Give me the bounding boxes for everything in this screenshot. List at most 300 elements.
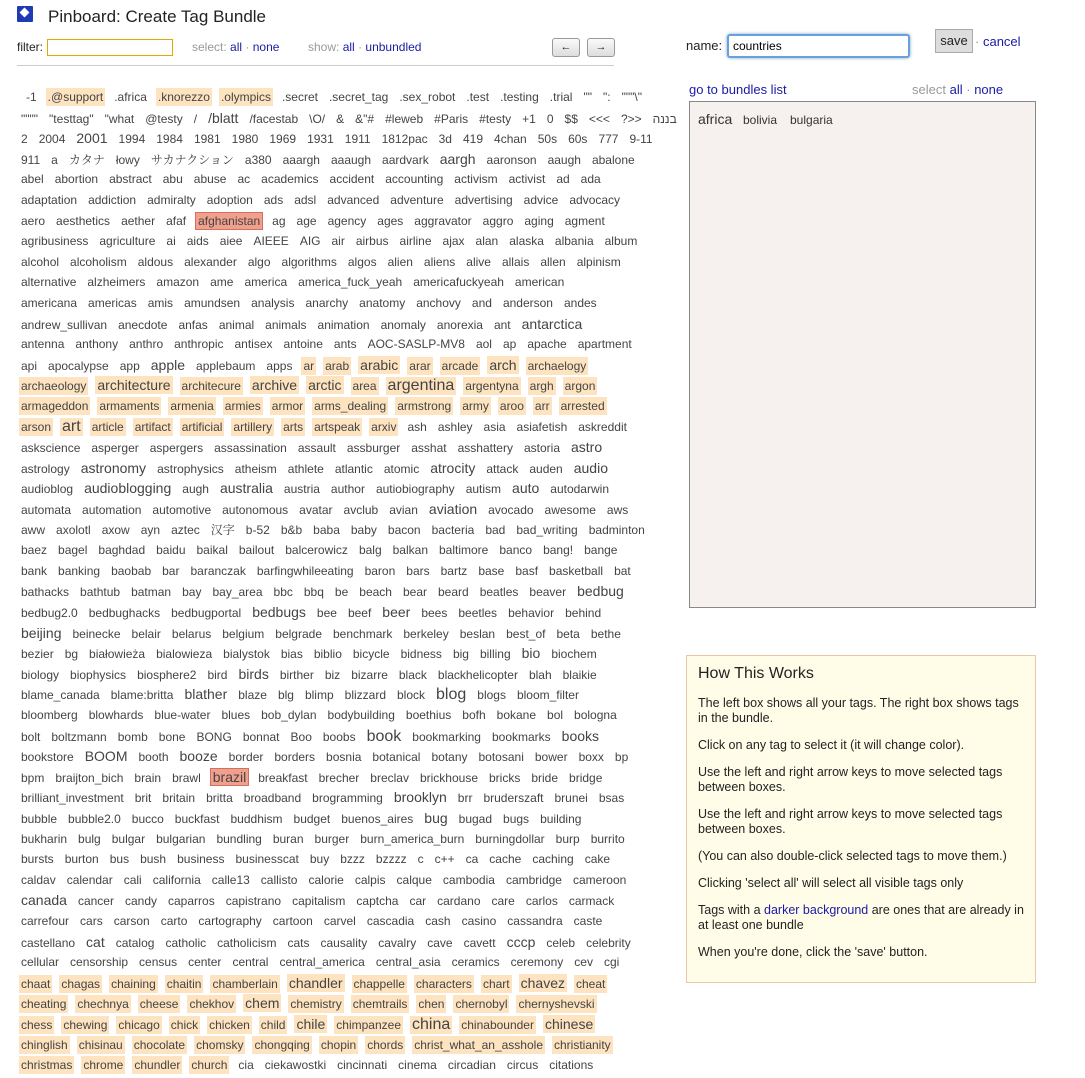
tag-item[interactable]: ame [210,275,234,290]
tag-item[interactable]: bower [534,750,568,765]
tag-item[interactable]: bucco [131,812,164,826]
tag-item[interactable]: bubble2.0 [68,812,121,826]
tag-item[interactable]: circadian [447,1058,496,1073]
tag-item[interactable]: cheese [139,997,179,1012]
tag-item[interactable]: algos [347,254,377,269]
tag-item[interactable]: bricks [489,770,521,785]
tag-item[interactable]: apps [266,358,293,373]
tag-item[interactable]: a [51,152,58,167]
tag-item[interactable]: 50s [537,132,558,147]
tag-item[interactable]: characters [415,976,472,991]
tag-item[interactable]: aardvark [382,152,429,167]
tag-item[interactable]: bedbugportal [171,606,242,620]
tag-item[interactable]: chisinau [78,1037,123,1052]
tag-item[interactable]: ac [237,172,251,187]
tag-item[interactable]: +1 [522,111,536,126]
tag-item[interactable]: britain [162,791,196,806]
tag-item[interactable]: baranczak [190,563,246,578]
tag-item[interactable]: .@support [47,90,104,104]
tag-item[interactable]: bus [109,852,130,867]
tag-item[interactable]: citations [549,1058,594,1073]
tag-item[interactable]: beard [438,585,469,600]
tag-item[interactable]: apple [150,356,186,373]
tag-item[interactable]: c [417,852,424,867]
tag-item[interactable]: california [152,872,201,887]
tag-item[interactable]: breclav [370,770,409,785]
tag-item[interactable]: billing [479,647,511,662]
tag-item[interactable]: antenna [21,337,65,352]
tag-item[interactable]: baltimore [439,543,489,558]
tag-item[interactable]: astro [571,439,603,456]
tag-item[interactable]: cccp [506,933,536,950]
tag-item[interactable]: aaaugh [330,152,372,167]
tag-item[interactable]: cartoon [272,914,313,928]
tag-item[interactable]: Boo [290,729,312,744]
tag-item[interactable]: central_america [279,955,365,970]
tag-item[interactable]: alive [466,254,491,269]
tag-item[interactable]: arr [534,399,550,413]
tag-item[interactable]: """\" [621,90,642,104]
tag-item[interactable]: audioblog [21,482,74,497]
tag-item[interactable]: aggravator [414,213,472,228]
tag-item[interactable]: audio [573,459,608,476]
tag-item[interactable]: animal [218,317,255,332]
tag-item[interactable]: chaining [111,976,156,991]
tag-item[interactable]: aldous [137,254,174,269]
tag-item[interactable]: augh [182,482,209,497]
tag-item[interactable]: 2 [21,132,28,147]
tag-item[interactable]: bad [485,522,506,537]
tag-item[interactable]: armies [224,399,261,413]
tag-item[interactable]: bulgar [111,831,146,846]
show-all-link[interactable]: all [342,40,355,54]
tag-item[interactable]: andes [563,296,597,310]
tag-item[interactable]: agency [327,213,367,228]
tag-item[interactable]: / [193,111,198,126]
tag-item[interactable]: army [462,399,489,413]
tag-item[interactable]: bzzzz [375,852,407,867]
tag-item[interactable]: anthony [75,337,119,352]
tag-item[interactable]: blah [528,667,552,682]
tag-item[interactable]: boobs [322,729,356,744]
tag-item[interactable]: banking [58,563,101,578]
tag-item[interactable]: bacteria [431,522,475,537]
tag-item[interactable]: alaska [509,234,544,249]
tag-item[interactable]: caparros [168,894,215,909]
tag-item[interactable]: blues [221,708,251,722]
move-left-button[interactable]: ← [552,38,580,57]
tag-item[interactable]: bsas [598,791,625,806]
tag-item[interactable]: chavez [520,974,565,991]
tag-item[interactable]: alcoholism [70,254,127,269]
tag-item[interactable]: avocado [488,503,534,517]
tag-item[interactable]: bathtub [80,585,121,600]
tag-item[interactable]: calle13 [211,872,250,887]
tag-item[interactable]: biosphere2 [137,667,197,682]
tag-item[interactable]: area [352,379,377,394]
cancel-link[interactable]: cancel [982,34,1021,49]
tag-item[interactable]: brit [134,791,152,806]
tag-item[interactable]: burningdollar [475,831,545,846]
tag-item[interactable]: anomaly [380,317,426,332]
tag-item[interactable]: bio [521,645,541,662]
tag-item[interactable]: bathacks [21,585,70,600]
tag-item[interactable]: askreddit [578,419,627,434]
tag-item[interactable]: apache [527,337,567,352]
tag-item[interactable]: big [452,647,469,662]
tag-item[interactable]: carmack [568,894,615,909]
tag-item[interactable]: britta [206,791,233,806]
tag-item[interactable]: beef [347,606,372,620]
tag-item[interactable]: artificial [181,419,223,434]
tag-item[interactable]: .testing [500,90,539,104]
tag-item[interactable]: biophysics [70,667,127,682]
tag-item[interactable]: avian [389,503,418,517]
tag-item[interactable]: air [331,234,345,249]
tag-item[interactable]: awesome [544,503,596,517]
tag-item[interactable]: 1969 [269,132,297,147]
tag-item[interactable]: boltzmann [51,729,107,744]
tag-item[interactable]: ceremony [510,955,564,970]
tag-item[interactable]: circus [506,1058,539,1073]
tag-item[interactable]: beetles [458,606,498,620]
tag-item[interactable]: admiralty [147,193,196,207]
tag-item[interactable]: autism [465,482,502,497]
tag-item[interactable]: booth [138,750,169,765]
tag-item[interactable]: ag [272,213,286,228]
tag-item[interactable]: /facestab [249,111,299,126]
tag-item[interactable]: "what [104,111,135,126]
tag-item[interactable]: ads [263,193,284,207]
tag-item[interactable]: auden [529,461,563,476]
tag-item[interactable]: artspeak [314,419,361,434]
tag-item[interactable]: author [330,482,365,497]
tag-item[interactable]: cars [80,914,103,928]
tag-item[interactable]: chemistry [290,997,342,1012]
tag-item[interactable]: arctic [308,377,342,394]
tag-item[interactable]: arcade [441,358,479,373]
tag-item[interactable]: bias [280,647,303,662]
tag-item[interactable]: chappelle [353,976,405,991]
tag-item[interactable]: beinecke [72,626,121,641]
tag-item[interactable]: amis [147,296,174,310]
tag-item[interactable]: armaments [99,399,160,413]
tag-item[interactable]: chaitin [166,976,202,991]
tag-item[interactable]: autonomous [222,503,289,517]
tag-item[interactable]: basf [515,563,539,578]
tag-item[interactable]: ai [166,234,176,249]
tag-item[interactable]: agriculture [99,234,156,249]
tag-item[interactable]: 2004 [38,132,66,147]
tag-item[interactable]: boxx [578,750,604,765]
show-unbundled-link[interactable]: unbundled [365,40,422,54]
select-all-link[interactable]: all [230,40,243,54]
tag-item[interactable]: america_fuck_yeah [298,275,403,290]
tag-item[interactable]: &"# [355,111,375,126]
tag-item[interactable]: bicycle [352,647,390,662]
tag-item[interactable]: b-52 [245,522,270,537]
tag-item[interactable]: avatar [299,503,333,517]
tag-item[interactable]: airbus [355,234,389,249]
tag-item[interactable]: aaugh [547,152,581,167]
tag-item[interactable]: armstrong [397,399,452,413]
tag-item[interactable]: brazil [210,768,249,786]
tag-item[interactable]: aliens [423,254,456,269]
tag-item[interactable]: beatles [479,585,519,600]
tag-item[interactable]: antoine [283,337,323,352]
tag-item[interactable]: algo [247,254,271,269]
tag-item[interactable]: anfas [178,317,208,332]
tag-item[interactable]: banco [499,543,533,558]
tag-item[interactable]: cavett [463,935,496,950]
tag-item[interactable]: aargh [439,150,476,167]
tag-item[interactable]: art [62,417,81,435]
tag-item[interactable]: #Paris [434,111,469,126]
tag-item[interactable]: ceramics [451,955,500,970]
tag-item[interactable]: ant [493,317,511,332]
tag-item[interactable]: bat [614,563,631,578]
tag-item[interactable]: baez [21,543,48,558]
tag-item[interactable]: barfingwhileeating [256,563,354,578]
tag-item[interactable]: cambridge [505,872,562,887]
tag-item[interactable]: block [397,688,426,703]
tag-item[interactable]: calorie [308,872,344,887]
tag-item[interactable]: automata [21,503,72,517]
tag-item[interactable]: blogs [477,688,506,703]
tag-item[interactable]: blackhelicopter [437,667,518,682]
tag-item[interactable]: app [119,358,140,373]
tag-item[interactable]: aero [21,213,46,228]
tag-item[interactable]: arabic [360,356,399,373]
tag-item[interactable]: baba [313,522,340,537]
tag-item[interactable]: astoria [523,441,560,456]
tag-item[interactable]: bailout [238,543,275,558]
tag-item[interactable]: biblio [313,647,342,662]
tag-item[interactable]: beach [359,585,392,600]
tag-item[interactable]: ar [303,358,315,373]
tag-item[interactable]: サカナクション [150,152,234,167]
tag-item[interactable]: baobab [111,563,152,578]
tag-item[interactable]: bulgarian [156,831,206,846]
tag-item[interactable]: baikal [196,543,228,558]
tag-item[interactable]: atheism [234,461,277,476]
tag-item[interactable]: bride [531,770,559,785]
tag-item[interactable]: axow [101,522,130,537]
tag-item[interactable]: ?>> [620,111,642,126]
tag-item[interactable]: chords [367,1037,404,1052]
tag-item[interactable]: apocalypse [48,358,109,373]
save-button[interactable]: save [935,29,973,53]
tag-item[interactable]: adventure [390,193,444,207]
tag-item[interactable]: academics [261,172,319,187]
tag-item[interactable]: beaver [529,585,567,600]
tag-item[interactable]: advice [523,193,559,207]
tag-item[interactable]: 2001 [76,130,108,147]
tag-item[interactable]: basketball [549,563,604,578]
tag-item[interactable]: chem [245,995,280,1012]
tag-item[interactable]: belair [131,626,161,641]
tag-item[interactable]: chemtrails [352,997,408,1012]
tag-item[interactable]: chundler [134,1058,181,1073]
tag-item[interactable]: brilliant_investment [21,791,124,806]
tag-item[interactable]: abortion [54,172,99,187]
tag-item[interactable]: ashley [437,419,473,434]
tag-item[interactable]: afghanistan [195,212,263,230]
tag-item[interactable]: blizzard [344,688,386,703]
tag-item[interactable]: bursts [21,852,54,867]
tag-item[interactable]: benchmark [333,626,393,641]
tag-item[interactable]: carrefour [21,914,70,928]
tag-item[interactable]: accounting [385,172,444,187]
tag-item[interactable]: budget [293,812,331,826]
tag-item[interactable]: bruderszaft [483,791,544,806]
tag-item[interactable]: allen [540,254,566,269]
tag-item[interactable]: armenia [170,399,214,413]
tag-item[interactable]: bizarre [351,667,388,682]
tag-item[interactable]: canada [21,892,67,909]
tag-item[interactable]: americas [88,296,137,310]
move-right-button[interactable]: → [587,38,615,57]
tag-item[interactable]: chekhov [189,997,235,1012]
tag-item[interactable]: catholic [165,935,207,950]
tag-item[interactable]: alternative [21,275,77,290]
tag-item[interactable]: chernobyl [455,997,508,1012]
tag-item[interactable]: activist [508,172,546,187]
tag-item[interactable]: bird [207,667,228,682]
tag-item[interactable]: anarchy [305,296,349,310]
tag-item[interactable]: chaat [21,976,51,991]
tag-item[interactable]: breakfast [258,770,308,785]
tag-item[interactable]: bookstore [21,750,74,765]
tag-item[interactable]: .olympics [220,90,271,104]
tag-item[interactable]: anatomy [359,296,406,310]
tag-item[interactable]: .test [466,90,490,104]
tag-item[interactable]: bug [424,810,448,826]
tag-item[interactable]: anthropic [174,337,224,352]
tag-item[interactable]: 汉字 [210,522,235,537]
tag-item[interactable]: chandler [288,974,343,991]
tag-item[interactable]: chernyshevski [518,997,595,1012]
tag-item[interactable]: booze [179,748,218,765]
tag-item[interactable]: ants [333,337,357,352]
tag-item[interactable]: #leweb [385,111,424,126]
tag-item[interactable]: bookmarking [412,729,481,744]
tag-item[interactable]: bob_dylan [261,708,317,722]
tag-item[interactable]: book [366,727,402,745]
tag-item[interactable]: blowhards [88,708,144,722]
bundle-tag-africa[interactable]: africa [698,111,733,127]
tag-item[interactable]: bars [406,563,430,578]
tag-item[interactable]: bodybuilding [327,708,395,722]
tag-item[interactable]: chinese [544,1016,594,1032]
tag-item[interactable]: <<< [588,111,610,126]
tag-item[interactable]: catholicism [217,935,277,950]
tag-item[interactable]: archaeology [21,379,87,394]
tag-item[interactable]: chamberlain [212,976,278,991]
tag-item[interactable]: cardano [437,894,481,909]
tag-item[interactable]: calendar [66,872,113,887]
tag-item[interactable]: calque [396,872,432,887]
tag-item[interactable]: article [91,419,124,434]
tag-item[interactable]: architecture [97,377,171,394]
tag-item[interactable]: books [561,727,600,744]
tag-item[interactable]: arxiv [371,419,397,434]
tag-item[interactable]: $$ [564,111,578,126]
tag-item[interactable]: bang! [543,543,574,558]
tag-item[interactable]: 0 [546,111,554,126]
tag-item[interactable]: ad [556,172,570,187]
tag-item[interactable]: arrested [560,399,605,413]
tag-item[interactable]: alexander [184,254,237,269]
tag-item[interactable]: blog [436,686,467,704]
tag-item[interactable]: cellular [21,955,60,970]
tag-item[interactable]: balcerowicz [285,543,348,558]
tag-item[interactable]: asshat [411,441,447,456]
tag-item[interactable]: bokane [496,708,537,722]
tag-item[interactable]: austria [283,482,320,497]
tag-item[interactable]: caste [573,914,603,928]
tag-item[interactable]: aaronson [486,152,537,167]
tag-item[interactable]: cave [427,935,453,950]
tag-item[interactable]: ayn [140,522,161,537]
tag-item[interactable]: c++ [434,852,455,867]
tag-item[interactable]: amazon [156,275,200,290]
tag-item[interactable]: aging [524,213,554,228]
tag-item[interactable]: buenos_aires [341,812,414,826]
tag-item[interactable]: artifact [134,419,171,434]
tag-item[interactable]: belarus [171,626,212,641]
tag-item[interactable]: chewing [63,1018,108,1032]
tag-item[interactable]: chick [170,1018,199,1032]
tag-item[interactable]: celebrity [586,935,631,950]
tag-item[interactable]: abalone [591,152,635,167]
tag-item[interactable]: advocacy [569,193,621,207]
tag-item[interactable]: avclub [343,503,379,517]
tag-item[interactable]: bol [547,708,564,722]
tag-item[interactable]: atomic [383,461,420,476]
tag-item[interactable]: 3d [438,132,452,147]
tag-item[interactable]: bar [162,563,180,578]
tag-item[interactable]: burn_america_burn [360,831,465,846]
tag-item[interactable]: adaptation [21,193,78,207]
tag-item[interactable]: anecdote [118,317,168,332]
tag-item[interactable]: .knorezzo [157,90,210,104]
tag-item[interactable]: bank [21,563,48,578]
tag-item[interactable]: central_asia [375,955,441,970]
tag-item[interactable]: analysis [251,296,295,310]
tag-item[interactable]: cheat [575,976,606,991]
tag-item[interactable]: baby [350,522,377,537]
tag-item[interactable]: americana [21,296,78,310]
tag-item[interactable]: australia [219,480,273,497]
tag-item[interactable]: bulg [78,831,101,846]
tag-item[interactable]: 1994 [118,132,146,147]
tag-item[interactable]: assault [297,441,336,456]
tag-item[interactable]: afaf [166,213,187,228]
tag-item[interactable]: 777 [598,132,619,147]
tag-item[interactable]: asshattery [457,441,513,456]
tag-item[interactable]: accident [329,172,375,187]
tag-item[interactable]: beslan [459,626,496,641]
tag-item[interactable]: borders [274,750,316,765]
tag-item[interactable]: antisex [234,337,273,352]
tag-item[interactable]: christ_what_an_asshole [414,1037,543,1052]
tag-item[interactable]: burton [64,852,99,867]
bundle-tag-bulgaria[interactable]: bulgaria [790,113,833,127]
tag-item[interactable]: axolotl [56,522,91,537]
tag-item[interactable]: astrophysics [157,461,224,476]
tag-item[interactable]: aesthetics [56,213,111,228]
